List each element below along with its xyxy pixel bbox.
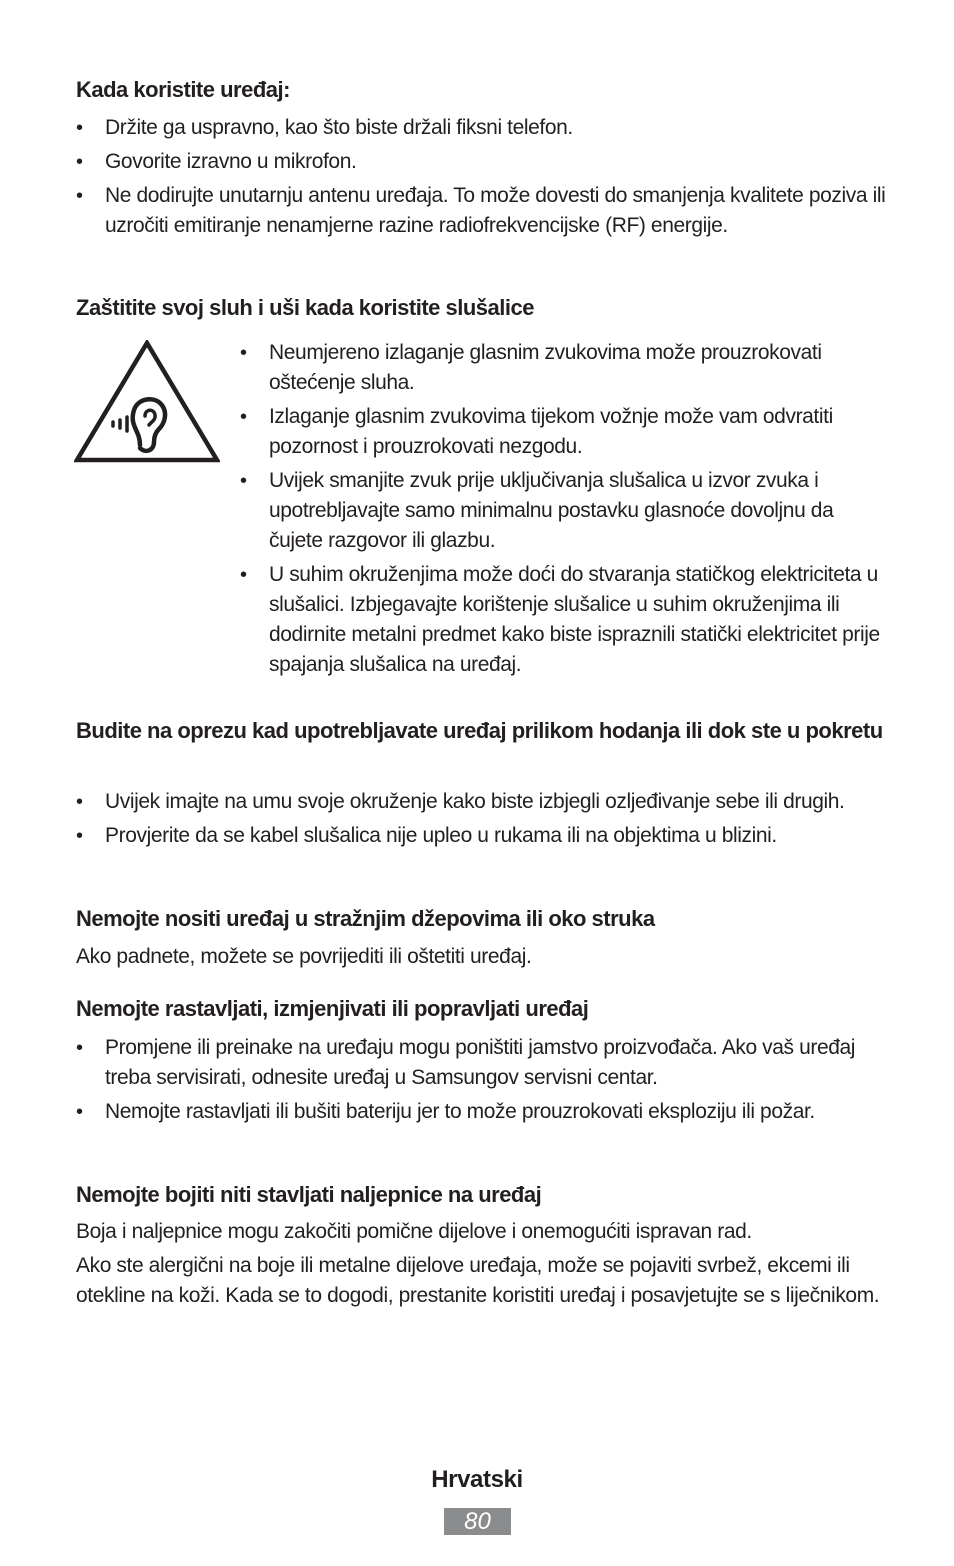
disassemble-list — [76, 1033, 888, 1131]
list-item: • Provjerite da se kabel slušalica nije upleo u rukama ili na objektima u blizini. — [76, 821, 888, 851]
section-title-walking: Budite na oprezu kad upotrebljavate uređaj prilikom hodanja ili dok ste u pokretu — [76, 718, 883, 743]
list-item: • Držite ga uspravno, kao što biste držali fiksni telefon. — [76, 113, 888, 143]
list-item: • Govorite izravno u mikrofon. — [76, 147, 888, 177]
list-item: • Nemojte rastavljati ili bušiti bateriju jer to može prouzrokovati eksploziju ili požar. — [76, 1097, 888, 1127]
paint-paragraph: Ako ste alergični na boje ili metalne dijelove uređaja, može se pojaviti svrbež, ekcemi ili otekline na koži. Kada se to dogodi, prestanite koristiti uređaj i posavjetujte se s liječnikom. — [76, 1254, 880, 1307]
section-title-hearing: Zaštitite svoj sluh i uši kada koristite slušalice — [76, 295, 534, 320]
hearing-list — [240, 338, 890, 684]
list-item: • Izlaganje glasnim zvukovima tijekom vožnje može vam odvratiti pozornost i prouzrokovati nezgodu. — [240, 402, 890, 462]
footer-language: Hrvatski — [431, 1466, 523, 1493]
page-number: 80 — [444, 1508, 511, 1535]
list-item: • Uvijek smanjite zvuk prije uključivanja slušalica u izvor zvuka i upotrebljavajte samo minimalnu postavku glasnoće dovoljnu da čujete razgovor ili glazbu. — [240, 466, 890, 556]
section-title-pockets: Nemojte nositi uređaj u stražnjim džepovima ili oko struka — [76, 906, 655, 931]
list-item: • Neumjereno izlaganje glasnim zvukovima može prouzrokovati oštećenje sluha. — [240, 338, 890, 398]
list-item: • Promjene ili preinake na uređaju mogu poništiti jamstvo proizvođača. Ako vaš uređaj treba servisirati, odnesite uređaj u Samsungov servisni centar. — [76, 1033, 888, 1093]
paint-paragraph: Boja i naljepnice mogu zakočiti pomične dijelove i onemogućiti ispravan rad. — [76, 1220, 752, 1243]
walking-list — [76, 787, 888, 855]
list-item: • U suhim okruženjima može doći do stvaranja statičkog elektriciteta u slušalici. Izbjegavajte korištenje slušalice u suhim okruženjima ili dodirnite metalni predmet kako biste ispraznili statički elektricitet prije spajanja slušalica na uređaj. — [240, 560, 890, 680]
use-device-list — [76, 113, 888, 245]
list-item: • Uvijek imajte na umu svoje okruženje kako biste izbjegli ozljeđivanje sebe ili drugih. — [76, 787, 888, 817]
section-title-use-device: Kada koristite uređaj: — [76, 77, 290, 102]
section-title-disassemble: Nemojte rastavljati, izmjenjivati ili popravljati uređaj — [76, 996, 589, 1021]
section-title-paint: Nemojte bojiti niti stavljati naljepnice na uređaj — [76, 1182, 542, 1207]
list-item: • Ne dodirujte unutarnju antenu uređaja. To može dovesti do smanjenja kvalitete poziva ili uzročiti emitiranje nenamjerne razine radiofrekvencijske (RF) energije. — [76, 181, 888, 241]
hearing-warning-icon — [74, 340, 220, 464]
pockets-text: Ako padnete, možete se povrijediti ili oštetiti uređaj. — [76, 945, 532, 968]
